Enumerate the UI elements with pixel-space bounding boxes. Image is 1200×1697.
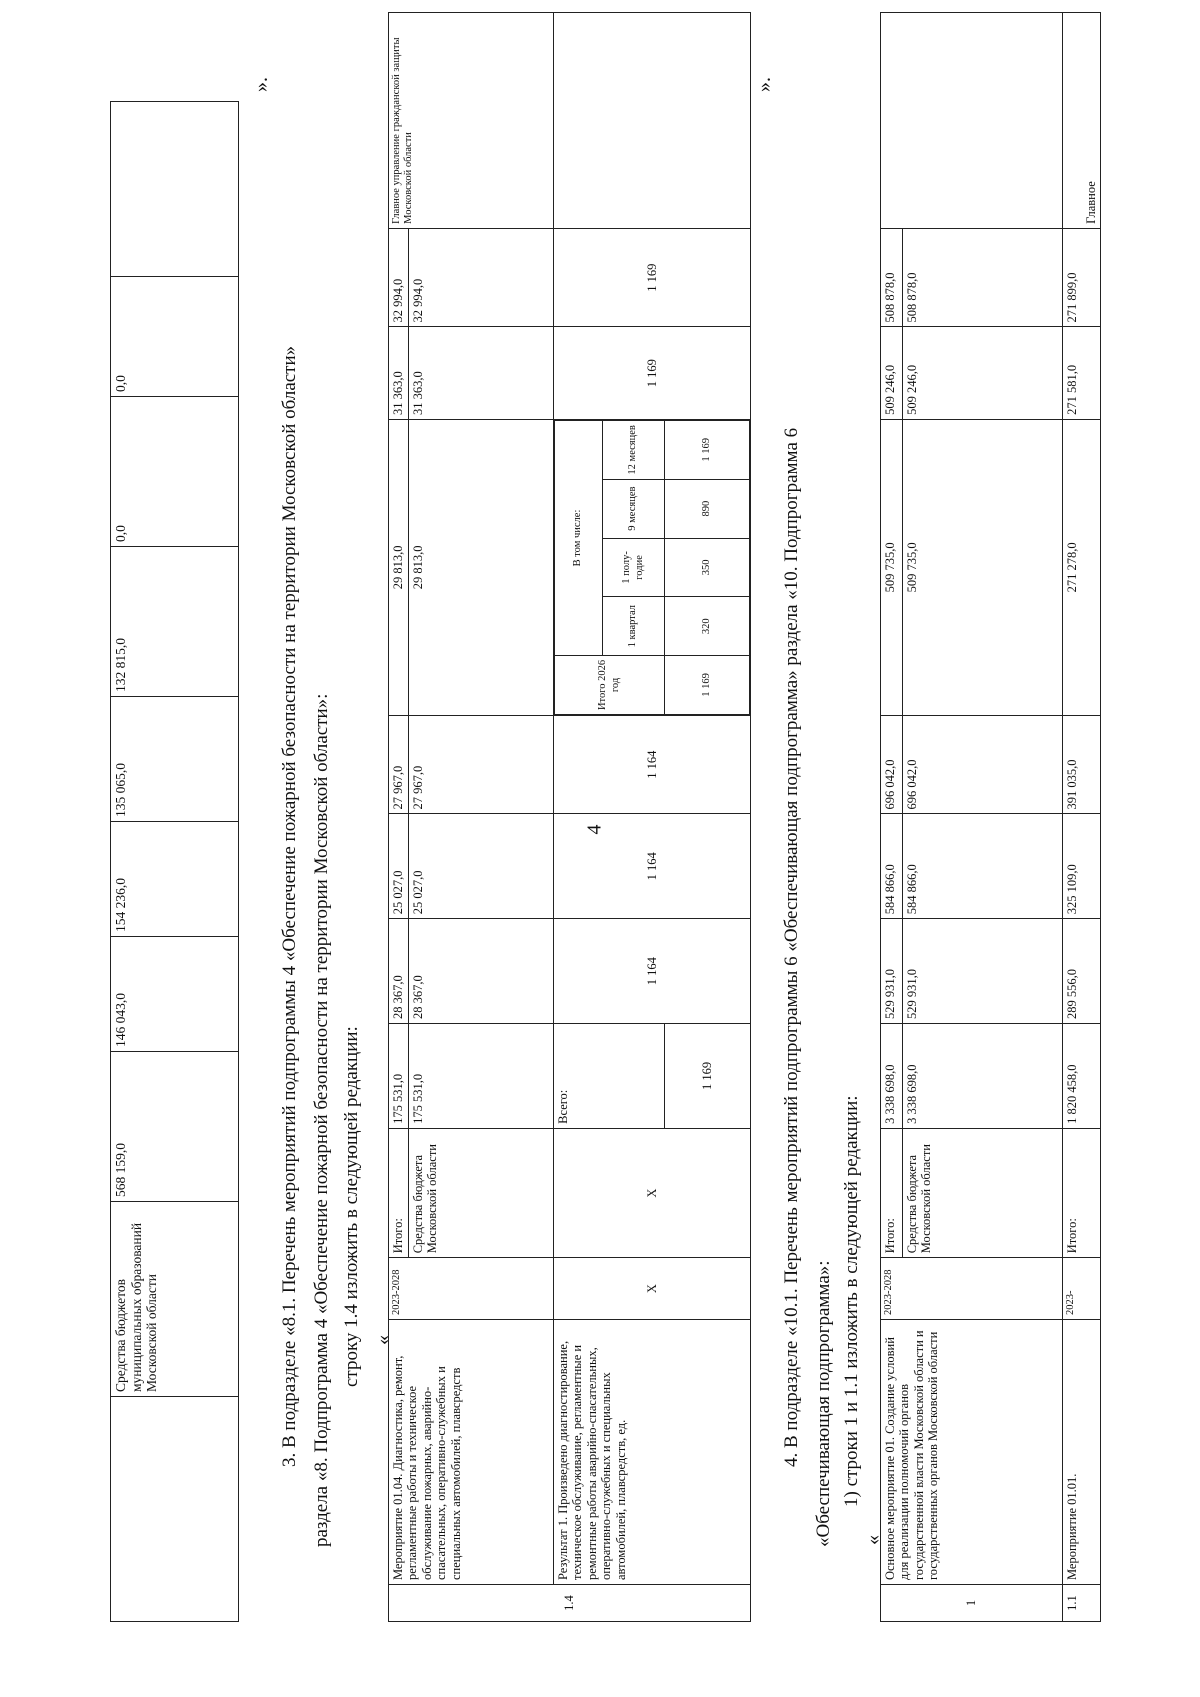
breakdown-value: 1 169: [665, 420, 750, 479]
breakdown-value: 350: [665, 538, 750, 597]
row-number: 1.1: [1063, 1585, 1101, 1622]
total-label: Итого:: [1063, 1128, 1101, 1257]
regional-value: 32 994,0: [409, 228, 554, 327]
total-value: 1 820 458,0: [1063, 1024, 1101, 1129]
total-value: 271 278,0: [1063, 419, 1101, 715]
period: 2023-: [1063, 1258, 1101, 1320]
empty-cell: [111, 1397, 239, 1622]
breakdown-header: 12 месяцев: [603, 420, 665, 479]
table-top-continuation: [110, 101, 239, 1622]
section4-line2: «Обеспечивающая подпрограмма»:: [813, 1260, 834, 1547]
breakdown-in-that: В том числе:: [555, 420, 603, 655]
regional-value: 31 363,0: [409, 327, 554, 419]
total-value: 325 109,0: [1063, 814, 1101, 919]
closing-mark: ».: [250, 77, 272, 92]
value-cell: 135 065,0: [111, 697, 239, 822]
regional-label: Средства бюджета Московской области: [903, 1128, 1063, 1257]
empty-cell: [554, 13, 751, 229]
breakdown-header: 9 месяцев: [603, 479, 665, 538]
regional-value: 25 027,0: [409, 814, 554, 919]
open-quote: «: [862, 1535, 884, 1545]
regional-value: 28 367,0: [409, 919, 554, 1024]
row-number: 1.4: [389, 1585, 751, 1622]
total-value: 175 531,0: [389, 1024, 409, 1129]
total-value: 289 556,0: [1063, 919, 1101, 1024]
section3-line1: 3. В подразделе «8.1. Перечень мероприятий подпрограммы 4 «Обеспечение пожарной безопасности на территории Московской области»: [279, 345, 300, 1467]
regional-value: 508 878,0: [903, 228, 1063, 327]
result-x: X: [554, 1258, 751, 1320]
later-value: 1 169: [554, 327, 751, 419]
table-rows-1-and-1-1: [880, 12, 1101, 1622]
period: 2023-2028: [881, 1258, 1063, 1320]
later-value: 1 169: [554, 228, 751, 327]
page-number: 4: [583, 824, 606, 835]
breakdown-total-value: 1 169: [665, 656, 750, 715]
total-value: 508 878,0: [881, 228, 903, 327]
result-name: Результат 1. Произведено диагностирование, техническое обслуживание, регламентные и ремонтные работы аварийно-спасательных, оперативно-служебных и специальных автомобилей, плавсредств, ед.: [554, 1319, 751, 1584]
total-value: 271 581,0: [1063, 327, 1101, 419]
breakdown-header: 1 полу-годие: [603, 538, 665, 597]
total-value: 584 866,0: [881, 814, 903, 919]
vsego-value: 1 169: [665, 1024, 751, 1129]
total-value: 529 931,0: [881, 919, 903, 1024]
total-value: 271 899,0: [1063, 228, 1101, 327]
executor: Главное управление гражданской защиты Московской области: [389, 13, 554, 229]
total-value: 509 735,0: [881, 419, 903, 715]
regional-value: 509 246,0: [903, 327, 1063, 419]
total-value: 28 367,0: [389, 919, 409, 1024]
row-number: 1: [881, 1585, 1063, 1622]
total-value: 391 035,0: [1063, 715, 1101, 814]
empty-cell: [111, 102, 239, 277]
total-value: 32 994,0: [389, 228, 409, 327]
vsego-label: Всего:: [554, 1024, 665, 1129]
funding-source-cell: Средства бюджетов муниципальных образований Московской области: [111, 1202, 239, 1397]
total-label: Итого:: [881, 1128, 903, 1257]
total-value: 31 363,0: [389, 327, 409, 419]
breakdown-value: 890: [665, 479, 750, 538]
breakdown-total-header: Итого 2026 год: [555, 656, 665, 715]
table-row-1-4: [388, 12, 751, 1622]
section4-line1: 4. В подразделе «10.1. Перечень мероприятий подпрограммы 6 «Обеспечивающая подпрограмма» раздела «10. Подпрограмма 6: [781, 427, 802, 1467]
value-cell: 0,0: [111, 277, 239, 397]
total-label: Итого:: [389, 1128, 409, 1257]
quarter-breakdown: [554, 419, 751, 715]
total-value: 29 813,0: [389, 419, 409, 715]
closing-mark: ».: [753, 77, 775, 92]
measure-name: Мероприятие 01.04. Диагностика, ремонт, регламентные работы и техническое обслуживание пожарных, аварийно-спасательных, оперативно-служебных и специальных автомобилей, плавсредств: [389, 1319, 554, 1584]
regional-value: 509 735,0: [903, 419, 1063, 715]
section3-line3: строку 1.4 изложить в следующей редакции:: [341, 1026, 362, 1387]
quarter-breakdown-table: [554, 420, 750, 715]
section3-line2: раздела «8. Подпрограмма 4 «Обеспечение пожарной безопасности на территории Московской области»:: [311, 693, 332, 1547]
year-value: 1 164: [554, 814, 751, 919]
regional-value: 175 531,0: [409, 1024, 554, 1129]
total-value: 25 027,0: [389, 814, 409, 919]
total-value: 27 967,0: [389, 715, 409, 814]
regional-value: 27 967,0: [409, 715, 554, 814]
year-value: 1 164: [554, 715, 751, 814]
value-cell: 132 815,0: [111, 547, 239, 697]
regional-value: 29 813,0: [409, 419, 554, 715]
section4-line3: 1) строки 1 и 1.1 изложить в следующей редакции:: [841, 1095, 862, 1507]
breakdown-value: 320: [665, 597, 750, 656]
value-cell: 154 236,0: [111, 822, 239, 937]
breakdown-header: 1 квартал: [603, 597, 665, 656]
main-measure-name: Основное мероприятие 01. Создание условий для реализации полномочий органов государственной власти Московской области и государственных органов Московской области: [881, 1319, 1063, 1584]
regional-label: Средства бюджета Московской области: [409, 1128, 554, 1257]
regional-value: 3 338 698,0: [903, 1024, 1063, 1129]
result-x: X: [554, 1128, 751, 1257]
value-cell: 0,0: [111, 397, 239, 547]
regional-value: 584 866,0: [903, 814, 1063, 919]
total-value: 509 246,0: [881, 327, 903, 419]
value-cell: 568 159,0: [111, 1052, 239, 1202]
period: 2023-2028: [389, 1258, 554, 1320]
regional-value: 696 042,0: [903, 715, 1063, 814]
year-value: 1 164: [554, 919, 751, 1024]
total-value: 696 042,0: [881, 715, 903, 814]
measure-name: Мероприятие 01.01.: [1063, 1319, 1101, 1584]
total-value: 3 338 698,0: [881, 1024, 903, 1129]
open-quote: «: [372, 1335, 394, 1345]
empty-cell: [881, 13, 1063, 229]
value-cell: 146 043,0: [111, 937, 239, 1052]
executor: Главное: [1063, 13, 1101, 229]
regional-value: 529 931,0: [903, 919, 1063, 1024]
